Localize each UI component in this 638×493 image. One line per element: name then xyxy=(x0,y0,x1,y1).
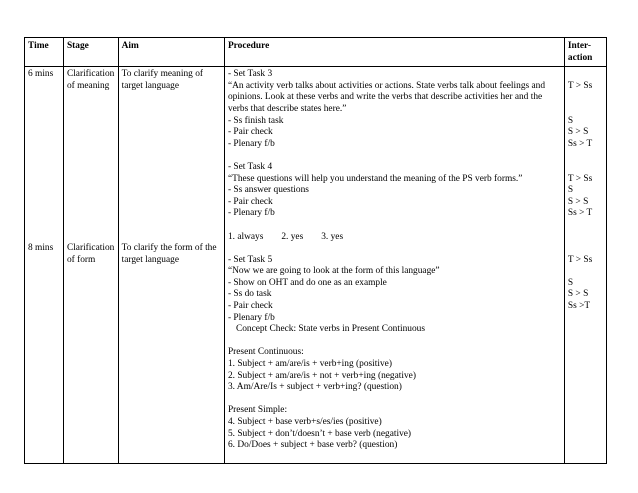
concept-check: Concept Check: State verbs in Present Continuous xyxy=(235,324,425,335)
interaction-value: S > S xyxy=(567,289,589,300)
stage-value: Clarification of form xyxy=(66,243,117,265)
interaction-value: T > Ss xyxy=(567,80,593,91)
stage-value: Clarification of meaning xyxy=(66,69,117,91)
form-heading: Present Simple: xyxy=(227,405,288,416)
interaction-value: Ss > T xyxy=(567,208,593,219)
form-rule: 1. Subject + am/are/is + verb+ing (positive) xyxy=(227,359,392,370)
interaction-value: T > Ss xyxy=(567,173,593,184)
time-value: 8 mins xyxy=(28,243,54,254)
answer-item: 2. yes xyxy=(281,231,304,242)
interaction-value: Ss >T xyxy=(567,301,591,312)
task-instruction: “Now we are going to look at the form of this language” xyxy=(227,266,440,277)
task-title: - Set Task 5 xyxy=(227,254,273,265)
form-rule: 3. Am/Are/Is + subject + verb+ing? (question) xyxy=(227,382,402,393)
stage-cell xyxy=(63,67,118,464)
header-time: Time xyxy=(25,38,64,67)
answer-item: 1. always xyxy=(227,231,264,242)
interaction-value: S xyxy=(567,277,574,288)
interaction-cell xyxy=(564,67,606,464)
table-row xyxy=(25,67,607,464)
header-procedure: Procedure xyxy=(224,38,564,67)
interaction-value: S xyxy=(567,115,574,126)
procedure-cell xyxy=(224,67,564,464)
aim-cell xyxy=(118,67,224,464)
procedure-step: - Ss finish task xyxy=(227,115,284,126)
procedure-step: - Ss answer questions xyxy=(227,185,309,196)
time-value: 6 mins xyxy=(28,69,54,80)
header-stage: Stage xyxy=(63,38,118,67)
task-instruction: “These questions will help you understand the meaning of the PS verb forms.” xyxy=(227,173,523,184)
form-rule: 2. Subject + am/are/is + not + verb+ing (negative) xyxy=(227,370,416,381)
aim-value: To clarify meaning of target language xyxy=(121,69,206,91)
form-rule: 5. Subject + don’t/doesn’t + base verb (negative) xyxy=(227,428,412,439)
task-title: - Set Task 3 xyxy=(227,69,273,80)
lesson-plan-table xyxy=(24,37,607,464)
task-title: - Set Task 4 xyxy=(227,161,273,172)
header-row xyxy=(25,38,607,67)
answer-key xyxy=(228,232,561,244)
procedure-step: - Plenary f/b xyxy=(227,312,275,323)
task-instruction: “An activity verb talks about activities or actions. State verbs talk about feelings and opinions. Look at these verbs and write the verbs that describe activities her and the verbs that describe states here.” xyxy=(227,80,548,114)
form-rule: 4. Subject + base verb+s/es/ies (positive) xyxy=(227,417,382,427)
procedure-step: - Plenary f/b xyxy=(227,208,275,219)
procedure-step: - Pair check xyxy=(227,196,273,207)
interaction-value: S > S xyxy=(567,127,589,138)
procedure-step: - Plenary f/b xyxy=(227,138,275,149)
interaction-value: S > S xyxy=(567,196,589,207)
header-aim: Aim xyxy=(118,38,224,67)
form-heading: Present Continuous: xyxy=(227,347,304,358)
interaction-value: Ss > T xyxy=(567,138,593,149)
procedure-step: - Pair check xyxy=(227,301,273,312)
header-interaction: Inter-action xyxy=(564,38,606,67)
interaction-value: T > Ss xyxy=(567,254,593,265)
interaction-value: S xyxy=(567,185,574,196)
procedure-step: - Show on OHT and do one as an example xyxy=(227,277,387,288)
time-cell xyxy=(25,67,64,464)
answer-item: 3. yes xyxy=(321,231,344,242)
form-rule: 6. Do/Does + subject + base verb? (question) xyxy=(227,440,398,451)
procedure-step: - Pair check xyxy=(227,127,273,138)
procedure-step: - Ss do task xyxy=(227,289,272,300)
aim-value: To clarify the form of the target language xyxy=(121,243,219,265)
